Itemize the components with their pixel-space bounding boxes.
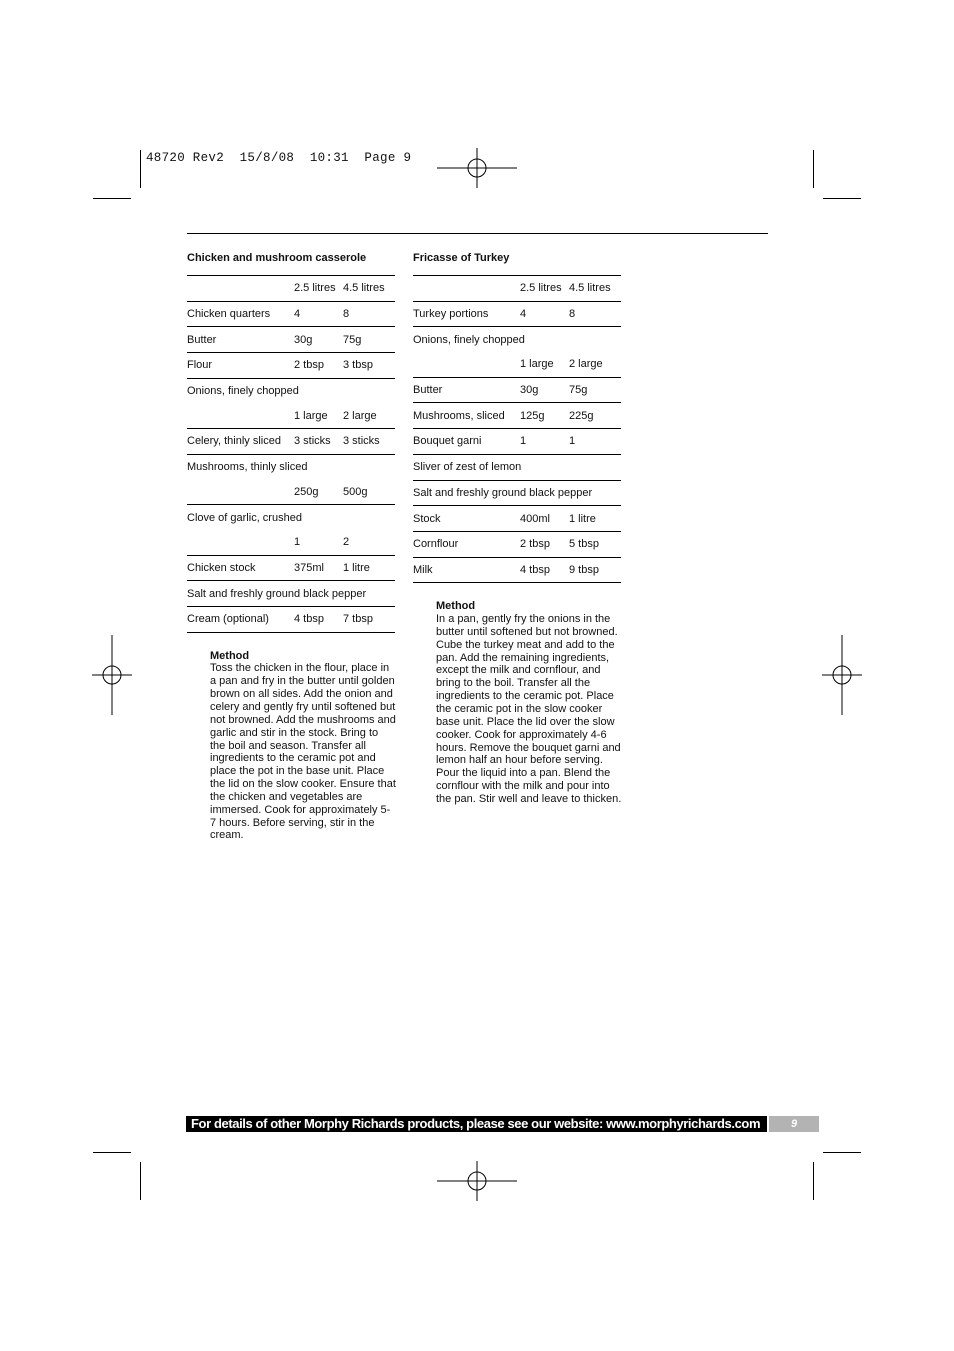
- recipe-chicken-mushroom-casserole: [187, 250, 395, 842]
- registration-mark-left-icon: [72, 635, 152, 715]
- ingredient-row: [187, 429, 395, 455]
- quantity-large: 5 tbsp: [569, 538, 599, 551]
- quantity-small: 1 large: [520, 358, 554, 371]
- ingredient-name: Butter: [413, 384, 443, 397]
- ingredient-row: [187, 353, 395, 379]
- ingredient-row: [413, 558, 621, 584]
- quantity-small: 1: [294, 536, 301, 549]
- ingredient-row: [413, 302, 621, 328]
- quantity-large: 3 sticks: [343, 435, 380, 448]
- quantity-small: 2 tbsp: [520, 538, 550, 551]
- ingredient-name: Bouquet garni: [413, 435, 482, 448]
- quantity-small: 125g: [520, 409, 545, 422]
- quantity-small: 1: [520, 435, 527, 448]
- ingredient-row: [413, 429, 621, 455]
- quantity-large: 1 litre: [569, 512, 596, 525]
- ingredient-name: Cornflour: [413, 538, 459, 551]
- quantity-small: 4: [520, 308, 527, 321]
- crop-mark-top-left-horizontal: [93, 198, 131, 199]
- ingredient-row: [187, 276, 395, 302]
- ingredient-name: Flour: [187, 359, 213, 372]
- ingredient-row: [187, 327, 395, 353]
- quantity-small: 2 tbsp: [294, 359, 324, 372]
- ingredient-row: [187, 455, 395, 505]
- quantity-small: 2.5 litres: [294, 282, 336, 295]
- ingredient-name: Butter: [187, 333, 217, 346]
- ingredient-row: [187, 556, 395, 582]
- ingredient-name: Clove of garlic, crushed: [187, 511, 302, 524]
- page-number: 9: [769, 1116, 819, 1132]
- ingredient-row: [187, 379, 395, 429]
- quantity-small: 30g: [520, 384, 539, 397]
- method-text: Toss the chicken in the flour, place in a pan and fry in the butter until golden brown on all sides. Add the onion and celery and gently fry until softened but not browned. Add the mushrooms and garlic and stir in the stock. Bring to the boil and season. Transfer all ingredients to the ceramic pot and place the pot in the base unit. Place the lid on the slow cooker. Ensure that the chicken and vegetables are immersed. Cook for approximately 5-7 hours. Before serving, stir in the cream.: [210, 662, 396, 842]
- quantity-small: 375ml: [294, 561, 324, 574]
- quantity-small: 4 tbsp: [520, 563, 550, 576]
- quantity-small: 400ml: [520, 512, 550, 525]
- recipe-fricasse-of-turkey: [413, 250, 621, 806]
- quantity-large: 7 tbsp: [343, 613, 373, 626]
- quantity-small: 1 large: [294, 409, 328, 422]
- ingredient-row: [413, 532, 621, 558]
- quantity-large: 8: [343, 308, 350, 321]
- ingredient-name: Chicken stock: [187, 561, 256, 574]
- ingredient-row: [187, 581, 395, 607]
- ingredient-name: Onions, finely chopped: [413, 333, 525, 346]
- crop-mark-bottom-left-vertical: [140, 1162, 141, 1200]
- ingredients-table: [187, 275, 395, 633]
- ingredient-row: [413, 403, 621, 429]
- ingredient-row: [413, 481, 621, 507]
- quantity-small: 30g: [294, 333, 313, 346]
- quantity-large: 225g: [569, 409, 594, 422]
- quantity-large: 4.5 litres: [343, 282, 385, 295]
- ingredient-row: [187, 302, 395, 328]
- quantity-large: 3 tbsp: [343, 359, 373, 372]
- ingredients-table: [413, 275, 621, 583]
- print-slug: 48720 Rev2 15/8/08 10:31 Page 9: [146, 151, 412, 165]
- quantity-large: 500g: [343, 485, 368, 498]
- ingredient-name: Stock: [413, 512, 441, 525]
- quantity-small: 3 sticks: [294, 435, 331, 448]
- quantity-small: 250g: [294, 485, 319, 498]
- quantity-large: 2 large: [569, 358, 603, 371]
- ingredient-name: Turkey portions: [413, 308, 489, 321]
- quantity-small: 4: [294, 308, 301, 321]
- registration-mark-right-icon: [802, 635, 882, 715]
- crop-mark-bottom-right-vertical: [813, 1162, 814, 1200]
- ingredient-name: Mushrooms, sliced: [413, 409, 505, 422]
- footer-website-banner: For details of other Morphy Richards products, please see our website: www.morphyrichards.com: [186, 1116, 767, 1132]
- ingredient-row: [187, 607, 395, 633]
- crop-mark-bottom-right-horizontal: [823, 1152, 861, 1153]
- ingredient-name: Mushrooms, thinly sliced: [187, 461, 308, 474]
- quantity-small: 4 tbsp: [294, 613, 324, 626]
- ingredient-name: Cream (optional): [187, 613, 269, 626]
- method-section: [210, 650, 396, 843]
- ingredient-name: Onions, finely chopped: [187, 385, 299, 398]
- method-heading: Method: [210, 649, 250, 662]
- method-heading: Method: [436, 600, 476, 613]
- quantity-large: 1 litre: [343, 561, 370, 574]
- crop-mark-bottom-left-horizontal: [93, 1152, 131, 1153]
- quantity-large: 2 large: [343, 409, 377, 422]
- method-text: In a pan, gently fry the onions in the butter until softened but not browned. Cube the turkey meat and add to the pan. Add the remaining ingredients, except the milk and cornflour, and bring to the boil. Transfer all the ingredients to the ceramic pot. Place the ceramic pot in the slow cooker base unit. Place the lid over the slow cooker. Cook for approximately 4-6 hours. Remove the bouquet garni and lemon half an hour before serving. Pour the liquid into a pan. Blend the cornflour with the milk and pour into the pan. Stir well and leave to thicken.: [436, 613, 622, 805]
- quantity-large: 4.5 litres: [569, 282, 611, 295]
- ingredient-name: Salt and freshly ground black pepper: [413, 486, 593, 499]
- quantity-small: 2.5 litres: [520, 282, 562, 295]
- registration-mark-bottom-icon: [437, 1141, 517, 1221]
- quantity-large: 9 tbsp: [569, 563, 599, 576]
- ingredient-row: [413, 378, 621, 404]
- quantity-large: 2: [343, 536, 350, 549]
- ingredient-row: [413, 455, 621, 481]
- quantity-large: 75g: [343, 333, 362, 346]
- ingredient-name: Chicken quarters: [187, 308, 271, 321]
- recipe-title: Chicken and mushroom casserole: [187, 252, 367, 264]
- ingredient-name: Milk: [413, 563, 433, 576]
- ingredient-name: Celery, thinly sliced: [187, 435, 281, 448]
- ingredient-row: [187, 505, 395, 555]
- crop-mark-top-right-horizontal: [823, 198, 861, 199]
- method-section: [436, 600, 622, 806]
- crop-mark-top-right-vertical: [813, 150, 814, 188]
- ingredient-name: Sliver of zest of lemon: [413, 461, 522, 474]
- ingredient-row: [413, 506, 621, 532]
- recipe-title: Fricasse of Turkey: [413, 252, 510, 264]
- top-rule: [187, 233, 768, 234]
- ingredient-name: Salt and freshly ground black pepper: [187, 587, 367, 600]
- ingredient-row: [413, 327, 621, 377]
- quantity-large: 75g: [569, 384, 588, 397]
- quantity-large: 8: [569, 308, 576, 321]
- ingredient-row: [413, 276, 621, 302]
- crop-mark-top-left-vertical: [140, 150, 141, 188]
- quantity-large: 1: [569, 435, 576, 448]
- registration-mark-top-icon: [437, 128, 517, 208]
